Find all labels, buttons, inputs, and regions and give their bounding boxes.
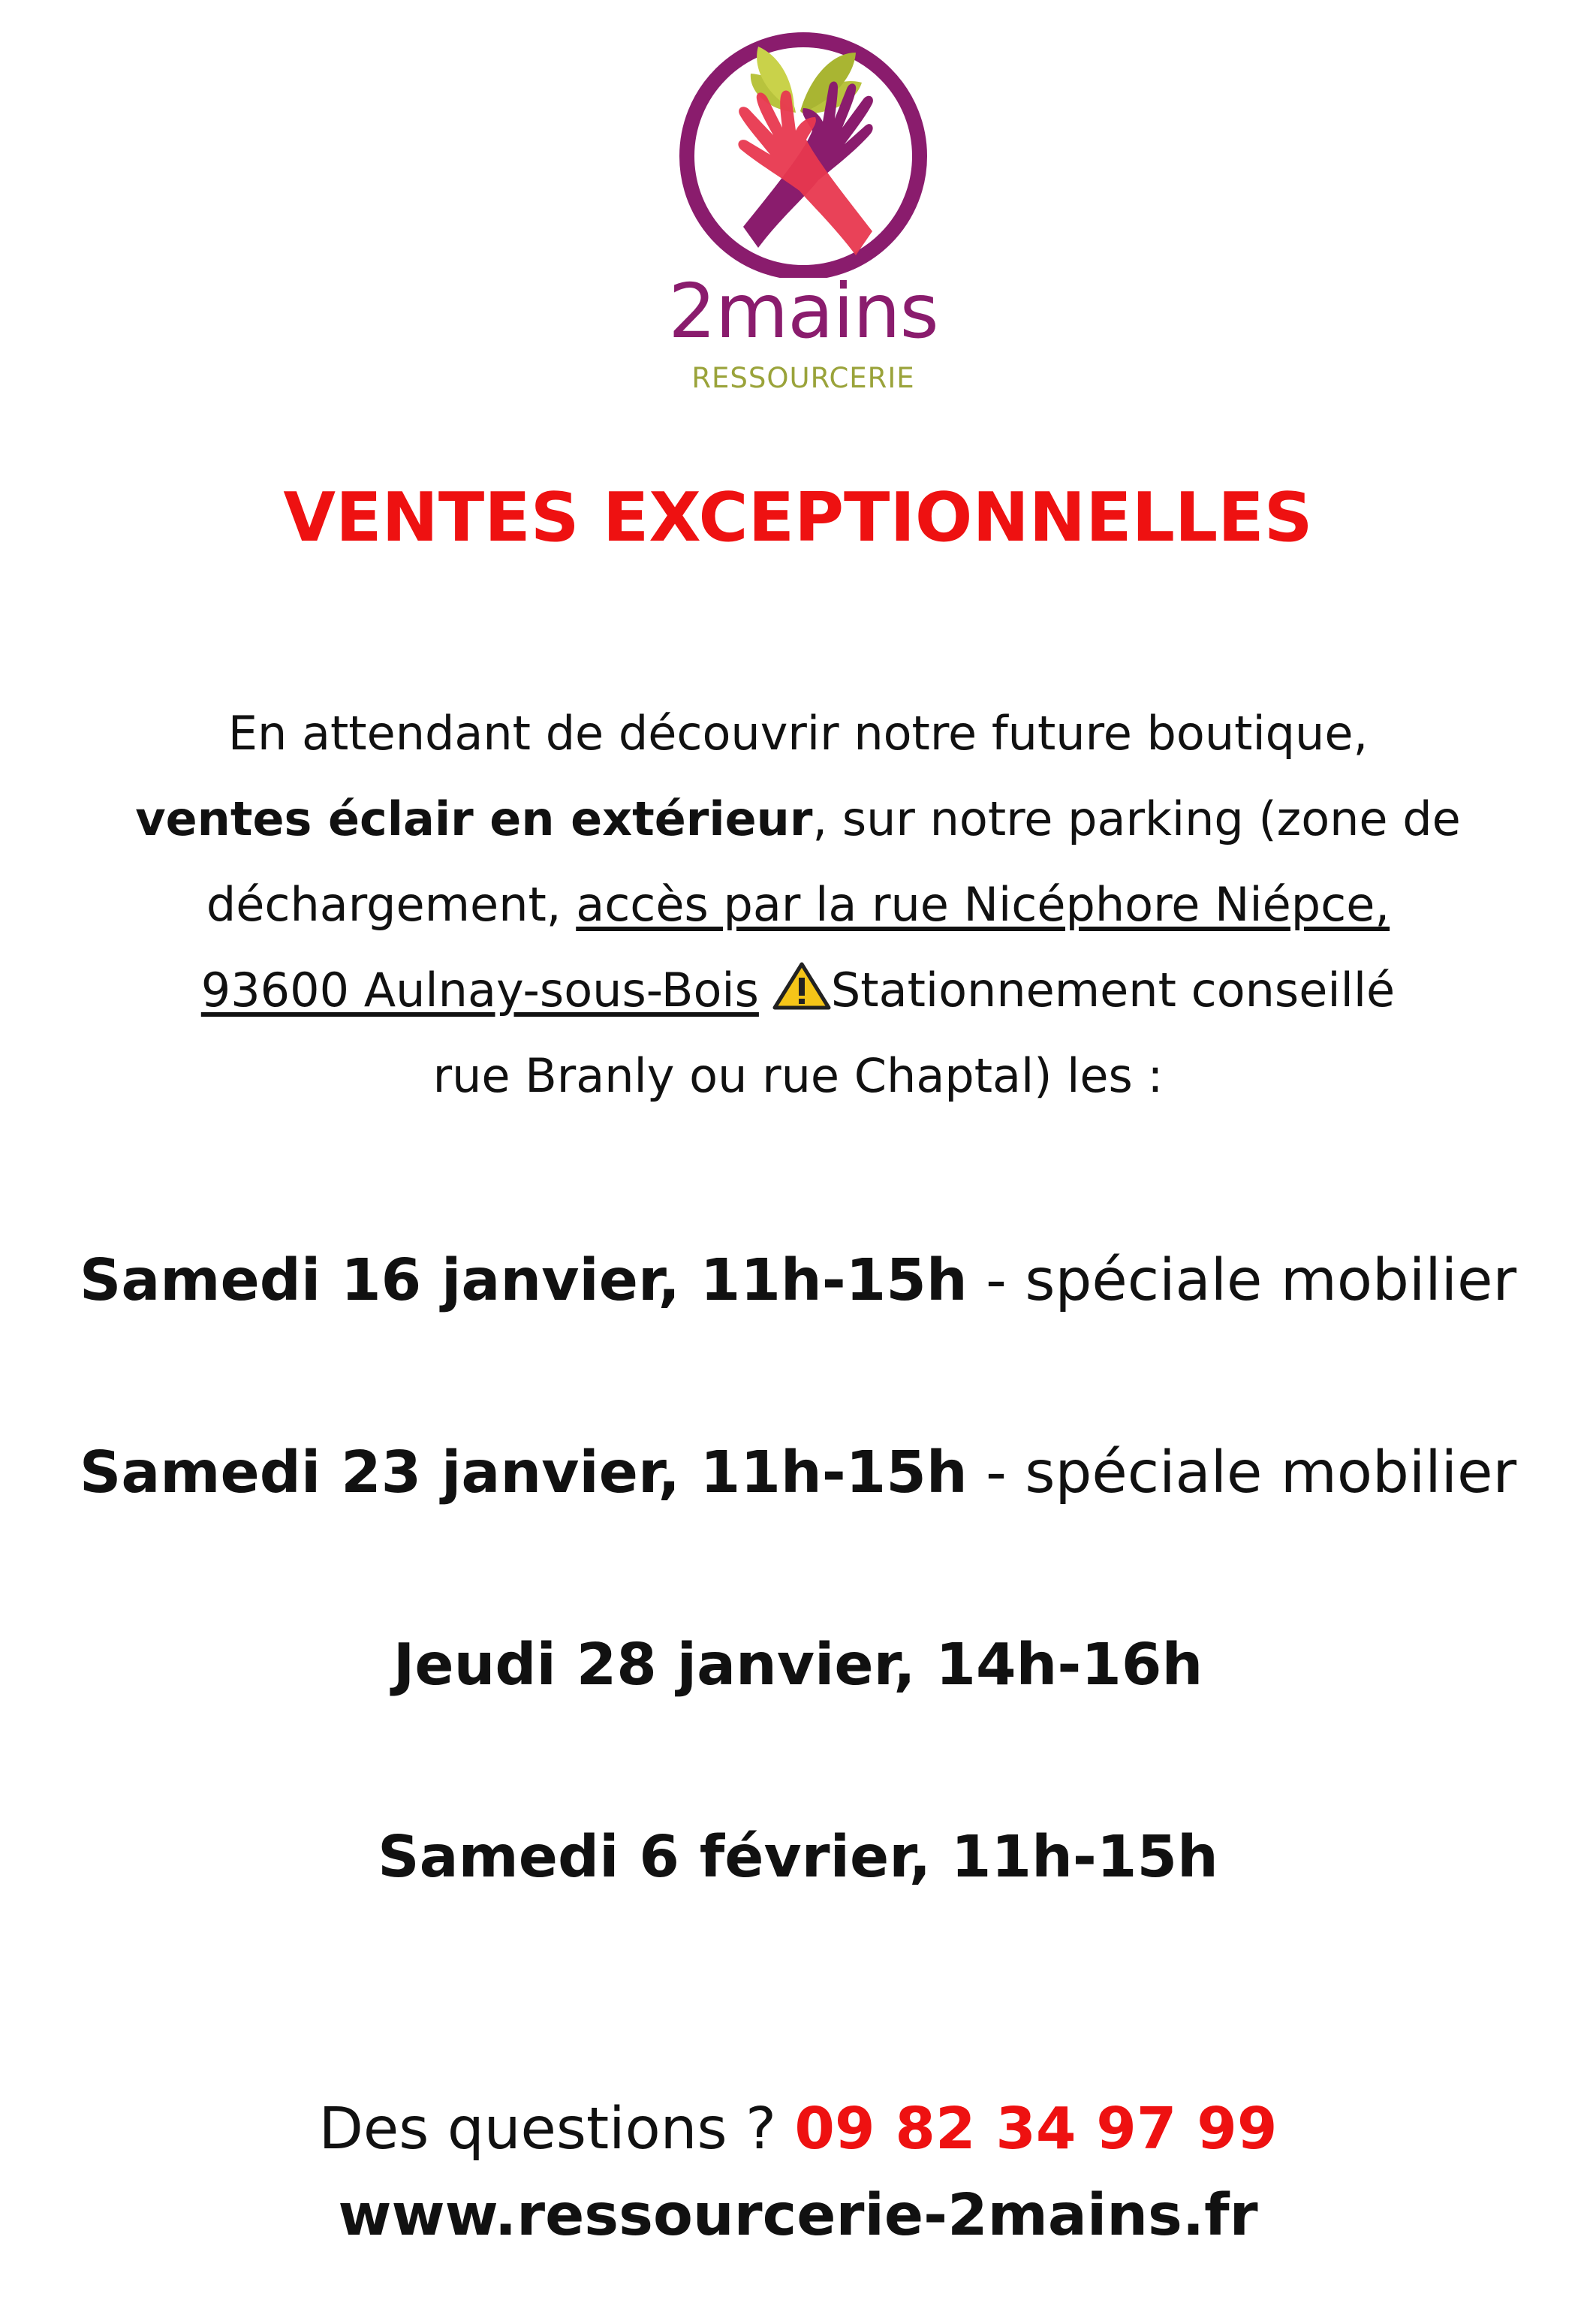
page-title: VENTES EXCEPTIONNELLES bbox=[283, 478, 1313, 557]
intro-line-3 bbox=[45, 862, 1551, 948]
sale-date-item bbox=[0, 1246, 1596, 1439]
address-city-block bbox=[201, 963, 831, 1017]
intro-line-3-start: déchargement, bbox=[206, 877, 577, 932]
sale-date-when: Samedi 16 janvier, 11h-15h bbox=[79, 1247, 968, 1314]
logo-subtitle: RESSOURCERIE bbox=[691, 362, 915, 394]
sale-date-item bbox=[0, 1823, 1596, 2015]
sale-date-note: - spéciale mobilier bbox=[967, 1439, 1517, 1506]
contact-line bbox=[0, 2095, 1596, 2164]
sale-dates-list bbox=[0, 1246, 1596, 2015]
sale-date-item bbox=[0, 1631, 1596, 1823]
contact-question: Des questions ? bbox=[318, 2096, 795, 2163]
two-hands-logo-icon bbox=[668, 30, 938, 278]
intro-line-1: En attendant de découvrir notre future boutique, bbox=[227, 706, 1369, 761]
ressourcerie-logo bbox=[661, 30, 946, 405]
address-city: 93600 Aulnay-sous-Bois bbox=[200, 963, 759, 1017]
sale-date-note: - spéciale mobilier bbox=[967, 1247, 1517, 1314]
sale-date-when: Samedi 6 février, 11h-15h bbox=[378, 1824, 1218, 1891]
website-link[interactable]: www.ressourcerie-2mains.fr bbox=[338, 2182, 1258, 2249]
sale-date-when: Samedi 23 janvier, 11h-15h bbox=[79, 1439, 968, 1506]
intro-line-2-rest: , sur notre parking (zone de bbox=[812, 791, 1461, 846]
sale-date-when: Jeudi 28 janvier, 14h-16h bbox=[393, 1632, 1203, 1699]
intro-line-4 bbox=[45, 948, 1551, 1033]
address-street: accès par la rue Nicéphore Niépce, bbox=[576, 877, 1390, 932]
intro-line-2 bbox=[45, 776, 1551, 862]
phone-number[interactable]: 09 82 34 97 99 bbox=[794, 2096, 1278, 2163]
intro-line-5: rue Branly ou rue Chaptal) les : bbox=[432, 1048, 1164, 1103]
logo-name: 2mains bbox=[668, 267, 938, 355]
intro-line-4-rest: Stationnement conseillé bbox=[830, 963, 1396, 1017]
intro-paragraph bbox=[45, 691, 1551, 1119]
intro-highlight: ventes éclair en extérieur bbox=[135, 791, 813, 846]
sale-date-item bbox=[0, 1439, 1596, 1631]
warning-icon bbox=[772, 961, 831, 1011]
